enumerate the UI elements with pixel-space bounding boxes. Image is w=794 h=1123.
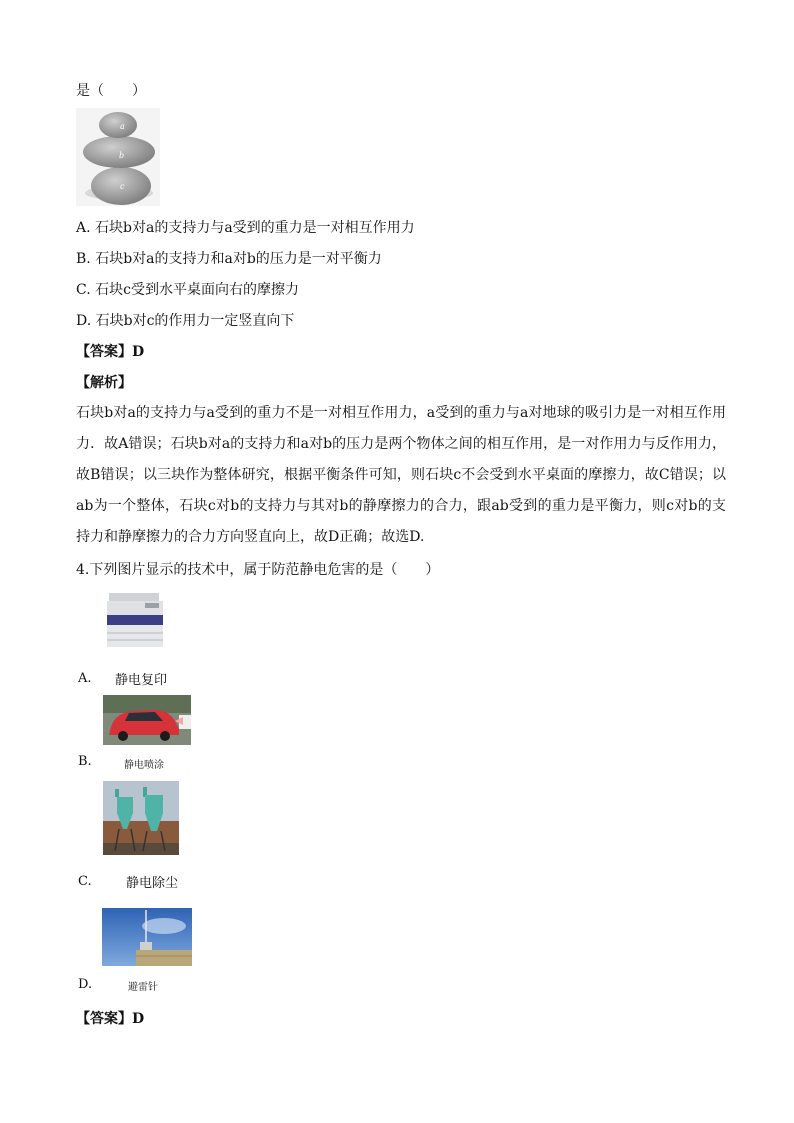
q4-stem: 4.下列图片显示的技术中，属于防范静电危害的是（ ） — [76, 562, 440, 578]
q4-answer: 【答案】D — [76, 1011, 145, 1027]
q3-option-d: D. 石块b对c的作用力一定竖直向下 — [76, 313, 295, 329]
lightning-rod-image — [102, 908, 192, 966]
q4-option-c-caption: 静电除尘 — [126, 876, 179, 891]
stone-label-c: c — [120, 182, 125, 191]
copier-image — [101, 589, 169, 653]
q4-option-d-letter: D. — [78, 977, 93, 992]
q4-option-a-letter: A. — [78, 671, 92, 686]
q4-option-a-caption: 静电复印 — [115, 673, 168, 688]
q3-option-a: A. 石块b对a的支持力与a受到的重力是一对相互作用力 — [76, 220, 415, 236]
q4-option-b-letter: B. — [78, 754, 92, 769]
dust-collector-image — [103, 781, 179, 855]
q3-option-c: C. 石块c受到水平桌面向右的摩擦力 — [76, 282, 299, 298]
q3-option-b: B. 石块b对a的支持力和a对b的压力是一对平衡力 — [76, 251, 382, 267]
q3-analysis-text: 石块b对a的支持力与a受到的重力不是一对相互作用力，a受到的重力与a对地球的吸引力是一对相互作用力．故A错误；石块b对a的支持力和a对b的压力是两个物体之间的相互作用，是一对作用力与反作用力，故B错误；以三块作为整体研究，根据平衡条件可知，则石块c不会受到水平桌面的摩擦力，故C错误；以ab为一个整体，石块c对b的支持力与其对b的静摩擦力的合力，跟ab受到的重力是平衡力，则c对b的支持力和静摩擦力的合力方向竖直向上，故D正确；故选D. — [76, 405, 726, 545]
stacked-stones-figure — [76, 108, 160, 206]
car-spray-image — [103, 695, 191, 745]
q3-analysis-title: 【解析】 — [76, 375, 132, 391]
q4-option-d-caption: 避雷针 — [128, 982, 158, 993]
question-stem-tail: 是（ ） — [76, 83, 146, 99]
q4-option-b-caption: 静电喷涂 — [124, 760, 164, 771]
stone-label-b: b — [119, 151, 125, 160]
stone-label-a: a — [120, 122, 125, 131]
q4-option-c-letter: C. — [78, 874, 92, 889]
q3-answer: 【答案】D — [76, 344, 145, 360]
